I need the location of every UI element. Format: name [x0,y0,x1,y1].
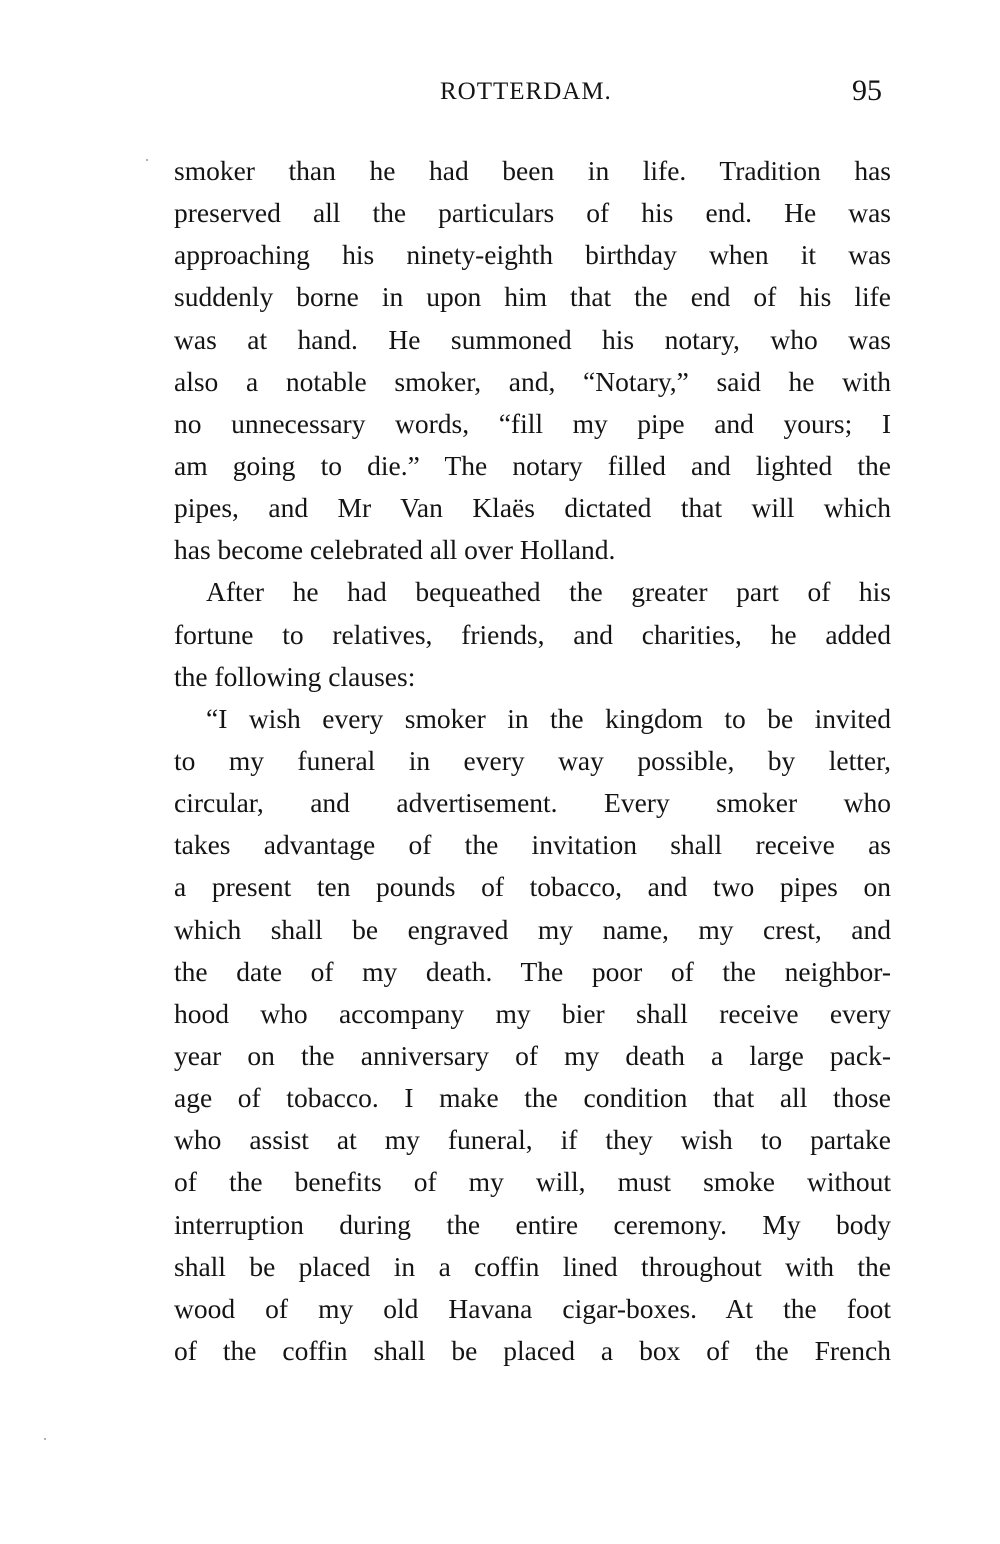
text-line: which shall be engraved my name, my crest, and [174,913,891,945]
text-line: the date of my death. The poor of the neighbor- [174,955,891,987]
text-line: to my funeral in every way possible, by letter, [174,744,891,776]
text-line: circular, and advertisement. Every smoker who [174,787,891,819]
text-line: wood of my old Havana cigar-boxes. At the foot [174,1292,891,1324]
text-line: a present ten pounds of tobacco, and two pipes on [174,871,891,903]
text-line: interruption during the entire ceremony. My body [174,1208,891,1240]
paragraph-first-line: After he had bequeathed the greater part of his [206,576,891,608]
text-line: hood who accompany my bier shall receive every [174,997,891,1029]
text-line: fortune to relatives, friends, and charities, he added [174,618,891,650]
print-speck [146,159,148,161]
text-line: shall be placed in a coffin lined throughout with the [174,1250,891,1282]
text-line: pipes, and Mr Van Klaës dictated that will which [174,492,891,524]
text-line: age of tobacco. I make the condition that all those [174,1082,891,1114]
text-line: approaching his ninety-eighth birthday when it was [174,239,891,271]
text-line: am going to die.” The notary filled and lighted the [174,449,891,481]
text-line: has become celebrated all over Holland. [174,534,616,566]
text-line: suddenly borne in upon him that the end of his life [174,281,891,313]
text-line: preserved all the particulars of his end. He was [174,197,891,229]
text-line: no unnecessary words, “fill my pipe and yours; I [174,407,891,439]
text-line: also a notable smoker, and, “Notary,” said he with [174,365,891,397]
text-line: of the benefits of my will, must smoke without [174,1166,891,1198]
running-head [0,74,1000,118]
page-number: 95 [852,74,882,107]
text-line: the following clauses: [174,660,416,692]
paragraph-first-line: “I wish every smoker in the kingdom to be invited [206,702,891,734]
running-title: ROTTERDAM. [440,78,612,105]
body-text [174,150,891,1372]
text-line: of the coffin shall be placed a box of the French [174,1334,891,1366]
print-speck [44,1438,46,1440]
text-line: smoker than he had been in life. Tradition has [174,155,891,186]
text-line: who assist at my funeral, if they wish to partake [174,1124,891,1156]
text-line: was at hand. He summoned his notary, who was [174,323,891,355]
text-line: takes advantage of the invitation shall receive as [174,829,891,861]
text-line: year on the anniversary of my death a large pack- [174,1039,891,1071]
